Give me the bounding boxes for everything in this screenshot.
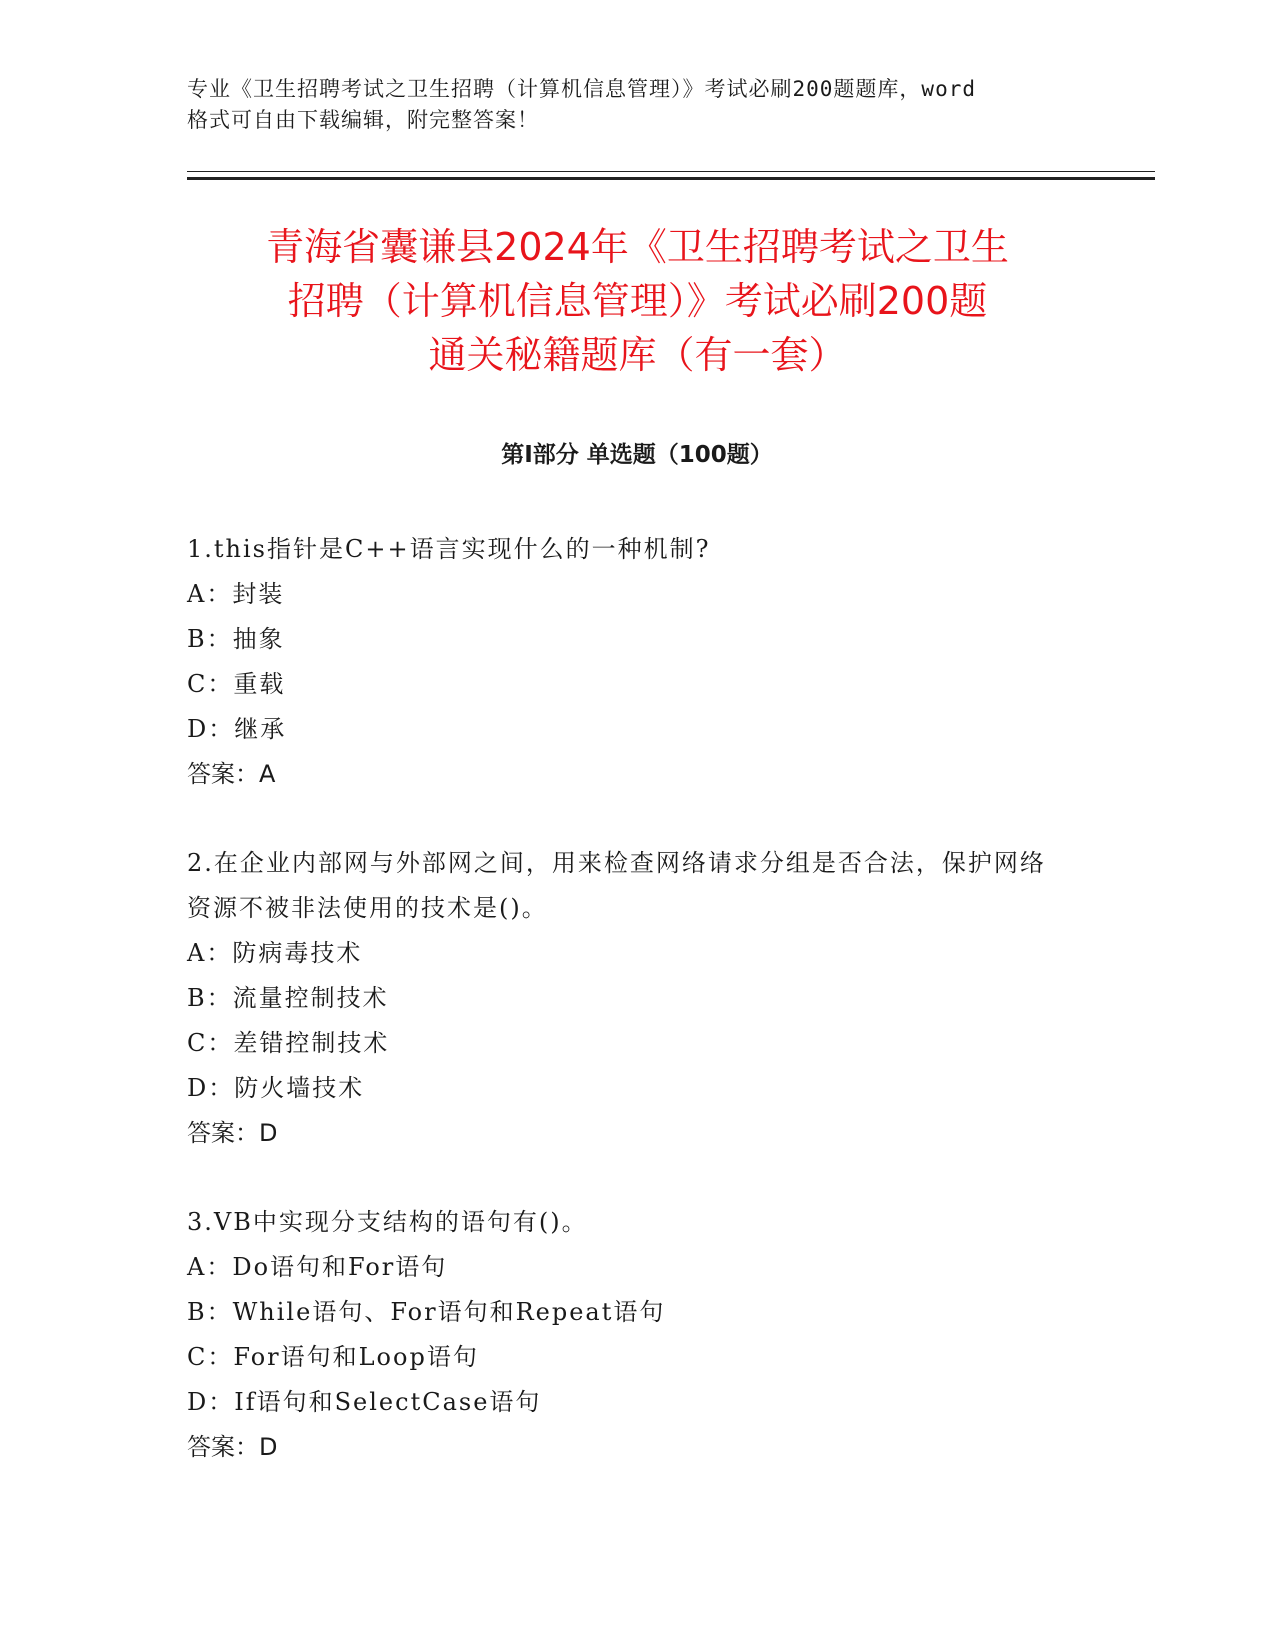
question-item	[187, 841, 1067, 1156]
option-b: B：While语句、For语句和Repeat语句	[187, 1298, 666, 1326]
title-line-3: 通关秘籍题库（有一套）	[428, 333, 847, 377]
option-d: D：继承	[187, 715, 287, 743]
title-line-2: 招聘（计算机信息管理）》考试必刷200题	[287, 279, 988, 323]
question-item	[187, 1200, 1067, 1470]
option-a: A：Do语句和For语句	[187, 1253, 448, 1281]
option-a: A：封装	[187, 580, 285, 608]
answer: 答案：D	[187, 1119, 278, 1147]
question-list	[187, 527, 1067, 1514]
answer: 答案：A	[187, 760, 276, 788]
header-line-2: 格式可自由下载编辑，附完整答案！	[187, 108, 539, 132]
question-stem: 3.VB中实现分支结构的语句有()。	[187, 1208, 588, 1236]
option-d: D：If语句和SelectCase语句	[187, 1388, 542, 1416]
option-c: C：差错控制技术	[187, 1029, 390, 1057]
option-c: C：重载	[187, 670, 286, 698]
option-a: A：防病毒技术	[187, 939, 363, 967]
question-stem: 2.在企业内部网与外部网之间，用来检查网络请求分组是否合法，保护网络资源不被非法使用的技术是()。	[187, 849, 1046, 922]
question-item	[187, 527, 1067, 797]
title-line-1: 青海省囊谦县2024年《卫生招聘考试之卫生	[266, 225, 1009, 269]
header-divider-thick	[187, 177, 1155, 180]
document-title	[160, 220, 1115, 382]
option-c: C：For语句和Loop语句	[187, 1343, 479, 1371]
option-b: B：流量控制技术	[187, 984, 389, 1012]
header-divider-thin	[187, 171, 1155, 172]
document-header	[187, 74, 1087, 136]
section-title: 第Ⅰ部分 单选题（100题）	[501, 442, 773, 468]
option-d: D：防火墙技术	[187, 1074, 365, 1102]
header-line-1: 专业《卫生招聘考试之卫生招聘（计算机信息管理）》考试必刷200题题库，word	[187, 77, 976, 101]
answer: 答案：D	[187, 1433, 278, 1461]
option-b: B：抽象	[187, 625, 285, 653]
question-stem: 1.this指针是C++语言实现什么的一种机制?	[187, 535, 711, 563]
